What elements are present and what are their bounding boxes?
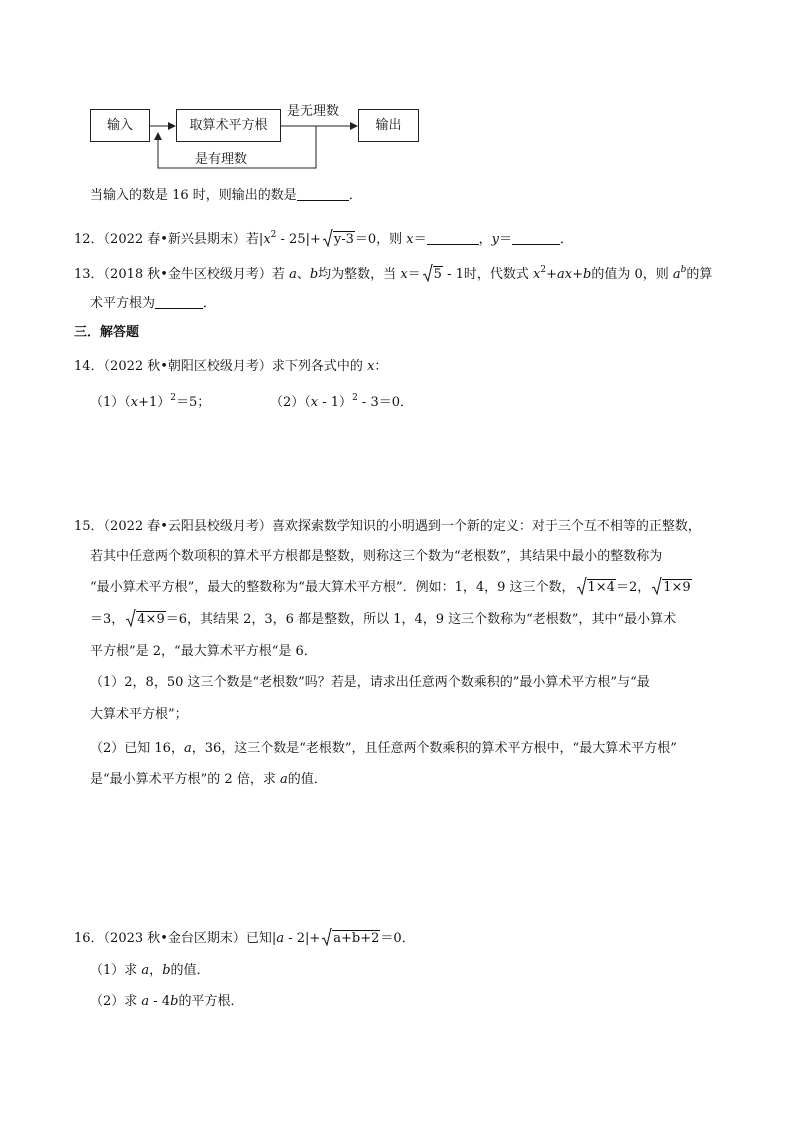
q11-answer-blank[interactable] <box>297 186 349 201</box>
radical-sign-icon <box>323 229 333 247</box>
q14-source: 14．（2022 秋•朝阳区校级月考）求下列各式中的 <box>74 359 368 374</box>
q12-radicand: y-3 <box>333 232 354 247</box>
q13-exp-b: b <box>680 265 687 275</box>
q15-line6: （1）2，8，50 这三个数是“老根数”吗？若是，请求出任意两个数乘积的”最小算术平方根”与“最 <box>90 675 650 690</box>
radical-sign-icon <box>126 609 136 627</box>
q14-stem <box>74 357 387 377</box>
section-heading: 三．解答题 <box>74 325 140 340</box>
q15-radical-3 <box>126 610 165 630</box>
q11-period: ． <box>348 188 362 203</box>
q12-period: ． <box>560 232 574 247</box>
q13-question-line2 <box>90 294 216 314</box>
q16-part1 <box>90 961 210 981</box>
q16-p1-var-b: b <box>162 963 171 978</box>
q12-source: 12．（2022 春•新兴县期末）若| <box>74 232 264 247</box>
q16-p2-a: （2）求 <box>90 994 142 1009</box>
q14-colon: ： <box>374 359 388 374</box>
q15-radicand-1: 1×4 <box>587 580 615 595</box>
q14-p2-exp: 2 <box>352 393 358 403</box>
radical-sign-icon <box>652 577 662 595</box>
q15-line2: 若其中任意两个数项积的算术平方根都是整数，则称这三个数为“老根数”，其结果中最小的整数称为 <box>90 549 663 564</box>
flow-arrows <box>0 0 794 200</box>
q15-line9 <box>90 770 327 790</box>
q16-text-b: - 2|+ <box>284 931 321 946</box>
q13-var-b2: b <box>583 267 592 282</box>
q13-source: 13．（2018 秋•金牛区校级月考）若 <box>74 267 290 282</box>
q16-p1-a: （1）求 <box>90 963 142 978</box>
q16-p2-b: - 4 <box>149 994 171 1009</box>
q13-question-line1 <box>74 260 712 285</box>
q14-p2-a: （2）（ <box>270 395 311 410</box>
q11-question <box>90 186 362 206</box>
q15-l8-b: ，36，这三个数是“老根数”，且任意两个数乘积的算术平方根中，“最大算术平方根” <box>191 741 677 756</box>
q13-exp-2: 2 <box>540 265 547 275</box>
q14-p1-c: ＝5； <box>176 395 211 410</box>
q16-p1-comma: ， <box>149 963 163 978</box>
q13-eq: ＝ <box>407 267 421 282</box>
flow-rational-label: 是有理数 <box>195 152 248 167</box>
q15-radicand-3: 4×9 <box>137 612 165 627</box>
q14-p1-exp: 2 <box>170 393 177 403</box>
q16-radical <box>322 929 380 949</box>
q16-p2-c: 的平方根． <box>178 994 244 1009</box>
q15-line1: 15．（2022 春•云阳县校级月考）喜欢探索数学知识的小明遇到一个新的定义：对于三个互不相等的正整数， <box>74 519 701 534</box>
q13-text-1: 均为整数，当 <box>318 267 401 282</box>
q15-radicand-2: 1×9 <box>663 580 691 595</box>
q15-line7: 大算术平方根”； <box>90 707 188 722</box>
q15-l4-b: ＝6，其结果 2，3，6 都是整数，所以 1，4，9 这三个数称为“老根数”，其中“最小算术 <box>165 612 677 627</box>
q16-text-c: ＝0． <box>380 931 415 946</box>
flow-output-box: 输出 <box>358 109 419 142</box>
q13-radical <box>423 265 443 285</box>
q12-text-mid: - 25|+ <box>276 232 321 247</box>
q12-comma: ， <box>478 232 492 247</box>
flow-sqrt-box: 取算术平方根 <box>176 109 281 142</box>
radical-sign-icon <box>423 264 433 282</box>
q11-text: 当输入的数是 16 时，则输出的数是 <box>90 188 297 203</box>
q15-l9-var: a <box>279 772 288 787</box>
arrow-loop-back <box>158 126 316 168</box>
q15-l4-a: ＝3， <box>90 612 125 627</box>
q13-var-x: x <box>400 267 408 282</box>
q12-question <box>74 225 573 250</box>
q14-p1-x: x <box>130 395 139 410</box>
q14-part1 <box>90 388 210 413</box>
q16-radicand: a+b+2 <box>333 931 380 946</box>
q12-text-eq: ＝0，则 <box>354 232 407 247</box>
q14-part2 <box>270 388 413 413</box>
flow-irrational-label: 是无理数 <box>287 104 340 119</box>
q13-text-6: 的值为 0，则 <box>591 267 673 282</box>
q15-line3 <box>90 578 692 598</box>
q12-var-y: y <box>491 232 500 247</box>
q16-p2-var-b: b <box>170 994 179 1009</box>
q13-term-ax: ax <box>557 267 573 282</box>
q15-line8 <box>90 739 677 759</box>
q13-radicand: 5 <box>433 267 442 282</box>
q13-var-x2: x <box>533 267 541 282</box>
q16-p1-var-a: a <box>141 963 150 978</box>
q16-p1-c: 的值． <box>170 963 210 978</box>
q15-l9-a: 是“最小算术平方根”的 2 倍，求 <box>90 772 280 787</box>
q12-var-x: x <box>263 232 271 247</box>
q15-radical-1 <box>577 578 616 598</box>
q16-var-a: a <box>276 931 285 946</box>
q15-l9-b: 的值． <box>287 772 327 787</box>
q12-eq-sign-2: ＝ <box>499 232 513 247</box>
q13-var-a: a <box>289 267 297 282</box>
radical-sign-icon <box>322 928 332 946</box>
q14-p2-x: x <box>310 395 319 410</box>
q14-p1-b: +1） <box>138 395 171 410</box>
q14-p2-b: - 1） <box>318 395 353 410</box>
q13-text-7: 的算 <box>686 267 713 282</box>
q13-var-b: b <box>309 267 319 282</box>
q12-exponent: 2 <box>270 230 277 240</box>
q12-radical <box>323 230 355 250</box>
q12-var-x2: x <box>406 232 414 247</box>
q13-answer-blank[interactable] <box>155 294 203 309</box>
q14-var-x: x <box>367 359 375 374</box>
flow-input-box: 输入 <box>90 109 150 142</box>
q13-period: ． <box>203 296 217 311</box>
q13-plus-2: + <box>572 267 583 282</box>
q13-line2-text: 术平方根为 <box>90 296 156 311</box>
q15-radical-2 <box>652 578 691 598</box>
q14-p1-a: （1）（ <box>90 395 131 410</box>
q15-l3-text: “最小算术平方根”，最大的整数称为“最大算术平方根”．例如：1，4，9 这三个数， <box>90 580 575 595</box>
q16-p2-var-a: a <box>141 994 150 1009</box>
q16-part2 <box>90 992 243 1012</box>
q12-y-blank[interactable] <box>512 230 560 245</box>
q13-sep: 、 <box>296 267 310 282</box>
q13-var-a2: a <box>672 267 681 282</box>
q12-x-blank[interactable] <box>427 230 479 245</box>
q15-l8-a: （2）已知 16， <box>90 741 184 756</box>
q16-source: 16．（2023 秋•金台区期末）已知| <box>74 931 277 946</box>
q15-l8-var: a <box>183 741 192 756</box>
q12-eq-sign: ＝ <box>413 232 427 247</box>
q16-stem <box>74 929 415 949</box>
radical-sign-icon <box>577 577 587 595</box>
q14-p2-c: - 3＝0． <box>357 395 413 410</box>
q15-line5: 平方根”是 2，“最大算术平方根“是 6． <box>90 644 317 659</box>
q13-text-3: - 1时，代数式 <box>442 267 534 282</box>
q15-line4 <box>90 610 676 630</box>
q15-l3-b: ＝2， <box>615 580 651 595</box>
q13-plus-1: + <box>546 267 557 282</box>
